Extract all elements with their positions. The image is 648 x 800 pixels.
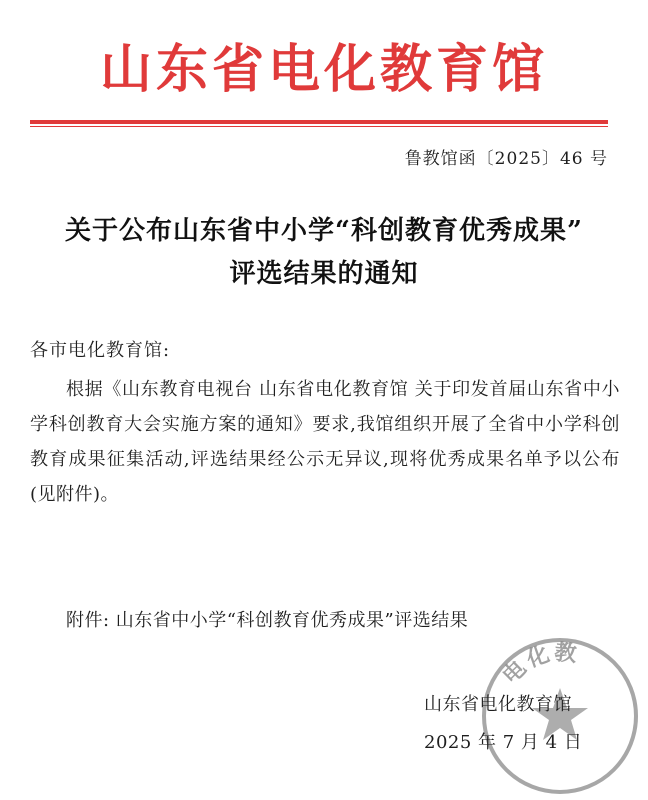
document-number: 鲁教馆函〔2025〕46 号 <box>404 149 608 169</box>
signature-date: 2025 年 7 月 4 日 <box>424 732 583 753</box>
notice-title-line-1: 关于公布山东省中小学“科创教育优秀成果” <box>65 216 583 246</box>
notice-title-line-2: 评选结果的通知 <box>229 259 419 289</box>
masthead-rule-thick <box>30 120 608 124</box>
attachment-line: 附件: 山东省中小学“科创教育优秀成果”评选结果 <box>66 610 469 631</box>
svg-text:电化教 <box>498 639 581 689</box>
signature-organization: 山东省电化教育馆 <box>424 694 572 715</box>
masthead-title: 山东省电化教育馆 <box>99 40 548 100</box>
salutation: 各市电化教育馆: <box>30 340 171 361</box>
seal-text: 电化教 <box>497 639 581 690</box>
official-seal-stamp <box>476 632 644 800</box>
body-paragraph: 根据《山东教育电视台 山东省电化教育馆 关于印发首届山东省中小学科创教育大会实施方案的通知》要求,我馆组织开展了全省中小学科创教育成果征集活动,评选结果经公示无异议,现将优秀成果名单予以公布(见附件)。 <box>30 379 620 505</box>
masthead-rule-thin <box>30 126 608 127</box>
